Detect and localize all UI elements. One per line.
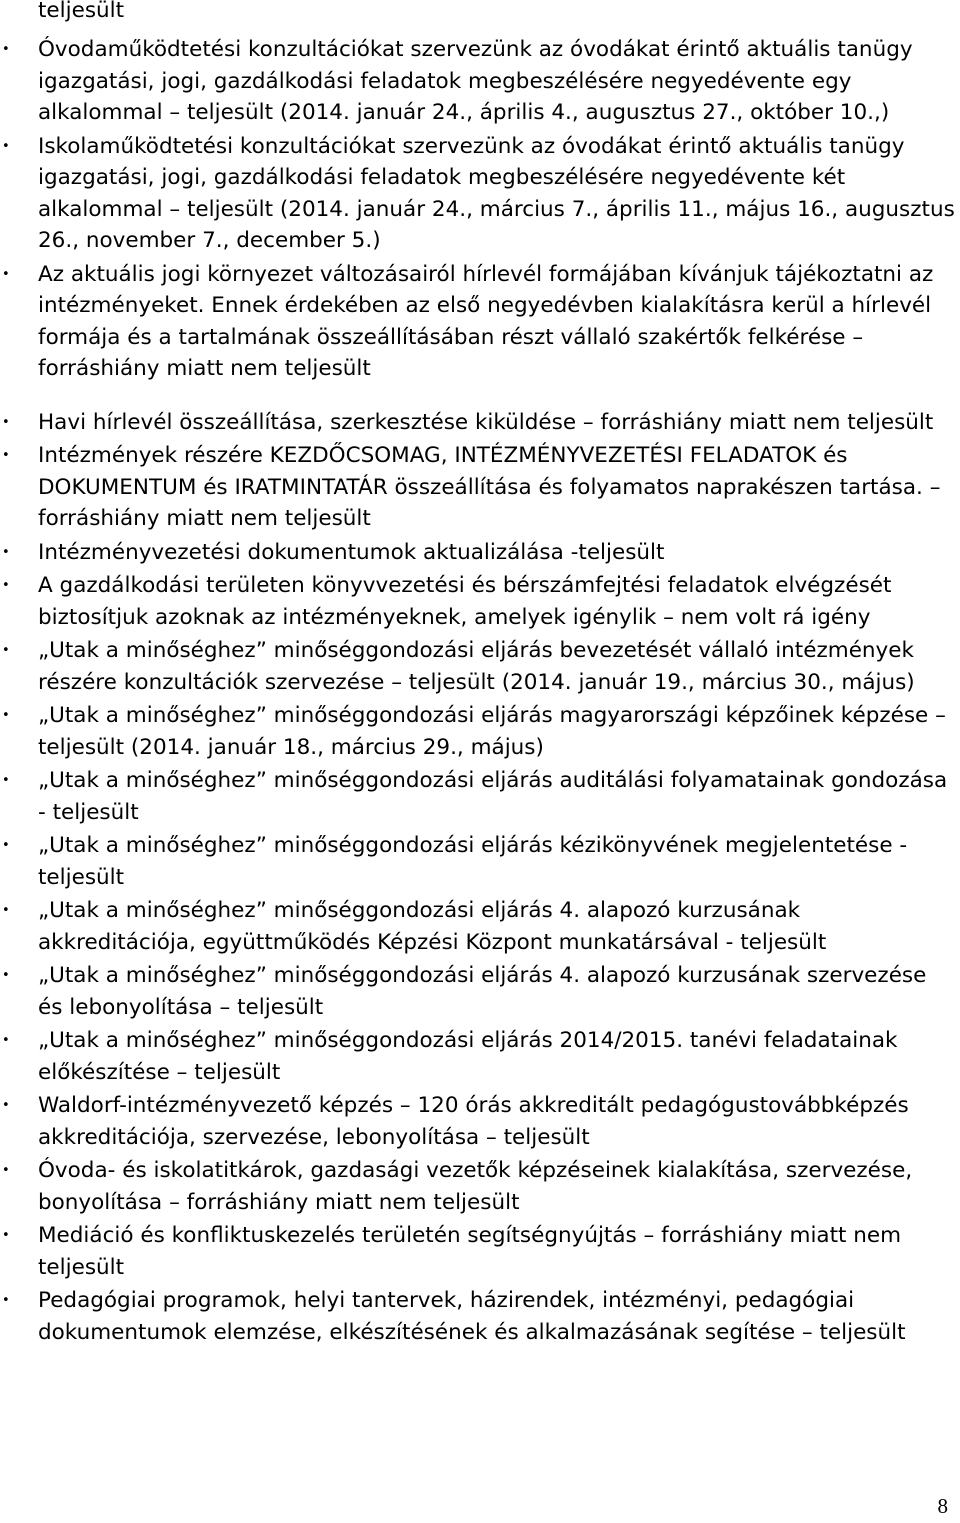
bullet-icon: • xyxy=(2,544,10,560)
list-item xyxy=(0,131,960,257)
bullet-icon: • xyxy=(2,266,10,282)
list-item-text: „Utak a minőséghez” minőséggondozási eljárás 2014/2015. tanévi feladatainak előkészítése – teljesült xyxy=(38,1028,898,1085)
list-item xyxy=(0,960,960,1023)
continuation-text: teljesült xyxy=(38,0,125,23)
list-item-text: Intézmények részére KEZDŐCSOMAG, INTÉZMÉNYVEZETÉSI FELADATOK és DOKUMENTUM és IRATMINTATÁR összeállítása és folyamatos naprakészen tartása. – forráshiány miatt nem teljesült xyxy=(38,443,941,531)
bullet-icon: • xyxy=(2,414,10,430)
bullet-icon: • xyxy=(2,968,10,983)
bullet-icon: • xyxy=(2,708,10,723)
list-item xyxy=(0,1220,960,1283)
list-item xyxy=(0,407,960,439)
list-item-text: Waldorf-intézményvezető képzés – 120 órás akkreditált pedagógustovábbképzés akkreditációja, szervezése, lebonyolítása – teljesült xyxy=(38,1093,909,1150)
list-item xyxy=(0,895,960,958)
list-item-text: Óvoda- és iskolatitkárok, gazdasági vezetők képzéseinek kialakítása, szervezése, bonyolítása – forráshiány miatt nem teljesült xyxy=(38,1158,913,1215)
list-item-text: „Utak a minőséghez” minőséggondozási eljárás kézikönyvének megjelentetése - teljesült xyxy=(38,833,908,890)
bullet-icon: • xyxy=(2,838,10,853)
list-item-text: Mediáció és konfliktuskezelés területén segítségnyújtás – forráshiány miatt nem teljesült xyxy=(38,1223,902,1280)
bullet-icon: • xyxy=(2,578,10,593)
list-item xyxy=(0,34,960,129)
list-item-text: Pedagógiai programok, helyi tantervek, házirendek, intézményi, pedagógiai dokumentumok elemzése, elkészítésének és alkalmazásának segítése – teljesült xyxy=(38,1288,906,1345)
bullet-icon: • xyxy=(2,1228,10,1243)
list-item xyxy=(0,700,960,763)
list-item-text: „Utak a minőséghez” minőséggondozási eljárás magyarországi képzőinek képzése – teljesült (2014. január 18., március 29., május) xyxy=(38,703,946,760)
list-item xyxy=(0,537,960,569)
bullet-icon: • xyxy=(2,1163,10,1178)
list-item xyxy=(0,259,960,385)
list-item-text: Havi hírlevél összeállítása, szerkesztése kiküldése – forráshiány miatt nem teljesült xyxy=(38,409,934,435)
list-item-text: Iskolaműködtetési konzultációkat szervezünk az óvodákat érintő aktuális tanügy igazgatási, jogi, gazdálkodási feladatok megbeszélésére negyedévente két alkalommal – teljesült (2014. január 24., március 7., április 11., május 16., augusztus 26., november 7., december 5.) xyxy=(38,133,955,253)
list-item xyxy=(0,635,960,698)
bullet-icon: • xyxy=(2,1293,10,1308)
list-item xyxy=(0,570,960,633)
bullet-icon: • xyxy=(2,1098,10,1113)
task-list xyxy=(0,34,960,1350)
list-item xyxy=(0,1090,960,1153)
list-item xyxy=(0,1155,960,1218)
bullet-icon: • xyxy=(2,1033,10,1048)
list-item xyxy=(0,440,960,535)
list-item xyxy=(0,830,960,893)
list-item-text: „Utak a minőséghez” minőséggondozási eljárás 4. alapozó kurzusának szervezése és lebonyolítása – teljesült xyxy=(38,963,927,1020)
list-item xyxy=(0,1025,960,1088)
bullet-icon: • xyxy=(2,42,10,57)
list-item-text: Óvodaműködtetési konzultációkat szervezünk az óvodákat érintő aktuális tanügy igazgatási, jogi, gazdálkodási feladatok megbeszélésére negyedévente egy alkalommal – teljesült (2014. január 24., április 4., augusztus 27., október 10.,) xyxy=(38,37,913,125)
bullet-icon: • xyxy=(2,903,10,918)
list-item-text: A gazdálkodási területen könyvvezetési és bérszámfejtési feladatok elvégzését biztosítjuk azoknak az intézményeknek, amelyek igénylik – nem volt rá igény xyxy=(38,573,892,630)
list-item-text: Az aktuális jogi környezet változásairól hírlevél formájában kívánjuk tájékoztatni az intézményeket. Ennek érdekében az első negyedévben kialakításra kerül a hírlevél formája és a tartalmának összeállításában részt vállaló szakértők felkérése – forráshiány miatt nem teljesült xyxy=(38,261,934,381)
list-item xyxy=(0,1285,960,1348)
list-item-text: „Utak a minőséghez” minőséggondozási eljárás bevezetését vállaló intézmények részére konzultációk szervezése – teljesült (2014. január 19., március 30., május) xyxy=(38,638,915,695)
bullet-icon: • xyxy=(2,448,10,463)
list-item-text: „Utak a minőséghez” minőséggondozási eljárás 4. alapozó kurzusának akkreditációja, együttműködés Képzési Központ munkatársával - teljesült xyxy=(38,898,827,955)
list-item-text: „Utak a minőséghez” minőséggondozási eljárás auditálási folyamatainak gondozása - teljesült xyxy=(38,768,948,825)
bullet-icon: • xyxy=(2,643,10,658)
bullet-icon: • xyxy=(2,773,10,788)
list-item-text: Intézményvezetési dokumentumok aktualizálása -teljesült xyxy=(38,539,665,565)
list-item xyxy=(0,765,960,828)
page-number: 8 xyxy=(937,1494,948,1518)
bullet-icon: • xyxy=(2,138,10,154)
